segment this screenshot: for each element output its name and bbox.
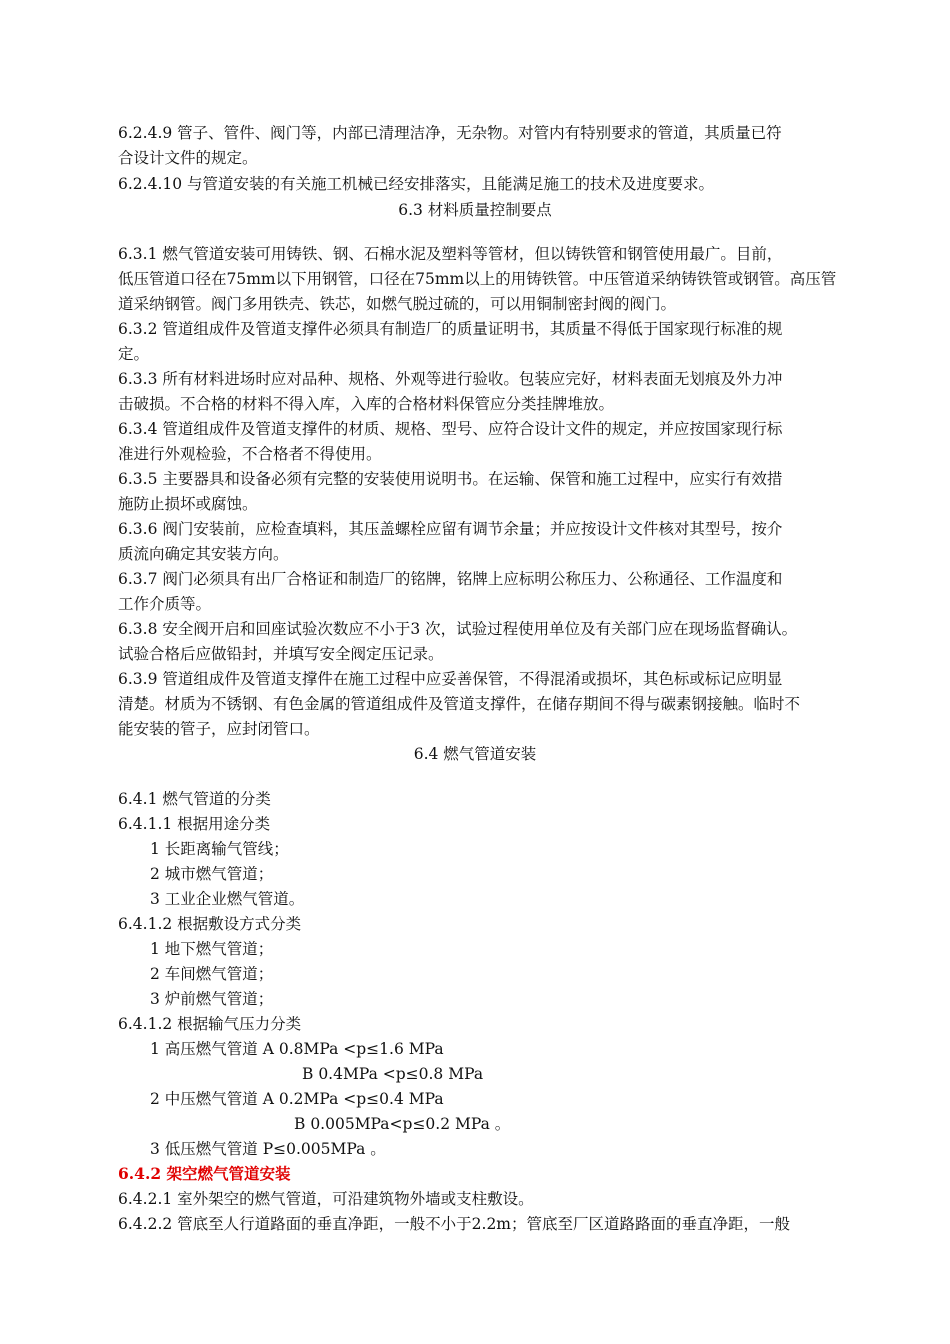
list-item: 2 城市燃气管道； (150, 865, 274, 883)
text-line: 清楚。材质为不锈钢、有色金属的管道组成件及管道支撑件，在储存期间不得与碳素钢接触。临时不 (118, 695, 801, 713)
text-line: 6.3.7 阀门必须具有出厂合格证和制造厂的铭牌，铭牌上应标明公称压力、公称通径、工作温度和 (118, 570, 783, 588)
list-item-continuation: B 0.005MPa<p≤0.2 MPa 。 (294, 1115, 511, 1133)
text-line: 6.3.9 管道组成件及管道支撑件在施工过程中应妥善保管，不得混淆或损坏，其色标或标记应明显 (118, 670, 783, 688)
text-line: 准进行外观检验，不合格者不得使用。 (118, 445, 382, 463)
section-heading: 6.3 材料质量控制要点 (398, 201, 552, 219)
text-line: 工作介质等。 (118, 595, 212, 613)
list-item-continuation: B 0.4MPa <p≤0.8 MPa (302, 1065, 484, 1083)
list-item: 1 高压燃气管道 A 0.8MPa <p≤1.6 MPa (150, 1040, 444, 1058)
text-line: 6.3.6 阀门安装前，应检查填料，其压盖螺栓应留有调节余量；并应按设计文件核对其型号，按介 (118, 520, 783, 538)
text-line: 6.3.2 管道组成件及管道支撑件必须具有制造厂的质量证明书，其质量不得低于国家现行标准的规 (118, 320, 783, 338)
text-line: 6.4.2.1 室外架空的燃气管道，可沿建筑物外墙或支柱敷设。 (118, 1190, 534, 1208)
text-line: 6.3.1 燃气管道安装可用铸铁、钢、石棉水泥及塑料等管材，但以铸铁管和钢管使用最广。目前， (118, 245, 783, 263)
text-line: 6.4.1.1 根据用途分类 (118, 815, 271, 833)
text-line: 低压管道口径在75mm以下用钢管，口径在75mm以上的用铸铁管。中压管道采纳铸铁管或钢管。高压管 (118, 270, 837, 288)
text-line: 6.3.4 管道组成件及管道支撑件的材质、规格、型号、应符合设计文件的规定，并应按国家现行标 (118, 420, 783, 438)
list-item: 2 车间燃气管道； (150, 965, 274, 983)
list-item: 1 地下燃气管道； (150, 940, 274, 958)
text-line: 6.4.2.2 管底至人行道路面的垂直净距，一般不小于2.2m；管底至厂区道路路面的垂直净距，一般 (118, 1215, 791, 1233)
list-item: 3 炉前燃气管道； (150, 990, 274, 1008)
text-line: 6.4.1 燃气管道的分类 (118, 790, 271, 808)
text-line: 道采纳钢管。阀门多用铁壳、铁芯，如燃气脱过硫的，可以用铜制密封阀的阀门。 (118, 295, 677, 313)
text-line: 6.4.1.2 根据敷设方式分类 (118, 915, 302, 933)
highlighted-heading: 6.4.2 架空燃气管道安装 (118, 1164, 291, 1183)
list-item: 1 长距离输气管线； (150, 840, 289, 858)
text-line: 6.3.8 安全阀开启和回座试验次数应不小于3 次，试验过程使用单位及有关部门应在现场监督确认。 (118, 620, 798, 638)
section-heading: 6.4 燃气管道安装 (413, 745, 537, 763)
text-line: 合设计文件的规定。 (118, 149, 258, 167)
text-line: 击破损。不合格的材料不得入库，入库的合格材料保管应分类挂牌堆放。 (118, 395, 615, 413)
text-line: 能安装的管子，应封闭管口。 (118, 720, 320, 738)
text-line: 试验合格后应做铅封，并填写安全阀定压记录。 (118, 645, 444, 663)
list-item: 3 低压燃气管道 P≤0.005MPa 。 (150, 1140, 386, 1158)
text-line: 6.2.4.9 管子、管件、阀门等，内部已清理洁净，无杂物。对管内有特别要求的管道，其质量已符 (118, 124, 782, 142)
text-line: 定。 (118, 345, 150, 363)
list-item: 2 中压燃气管道 A 0.2MPa <p≤0.4 MPa (150, 1090, 444, 1108)
text-line: 6.2.4.10 与管道安装的有关施工机械已经安排落实，且能满足施工的技术及进度要求。 (118, 175, 715, 193)
text-line: 质流向确定其安装方向。 (118, 545, 289, 563)
text-line: 6.4.1.2 根据输气压力分类 (118, 1015, 302, 1033)
list-item: 3 工业企业燃气管道。 (150, 890, 305, 908)
text-line: 6.3.5 主要器具和设备必须有完整的安装使用说明书。在运输、保管和施工过程中，应实行有效措 (118, 470, 783, 488)
text-line: 施防止损坏或腐蚀。 (118, 495, 258, 513)
text-line: 6.3.3 所有材料进场时应对品种、规格、外观等进行验收。包装应完好，材料表面无划痕及外力冲 (118, 370, 783, 388)
